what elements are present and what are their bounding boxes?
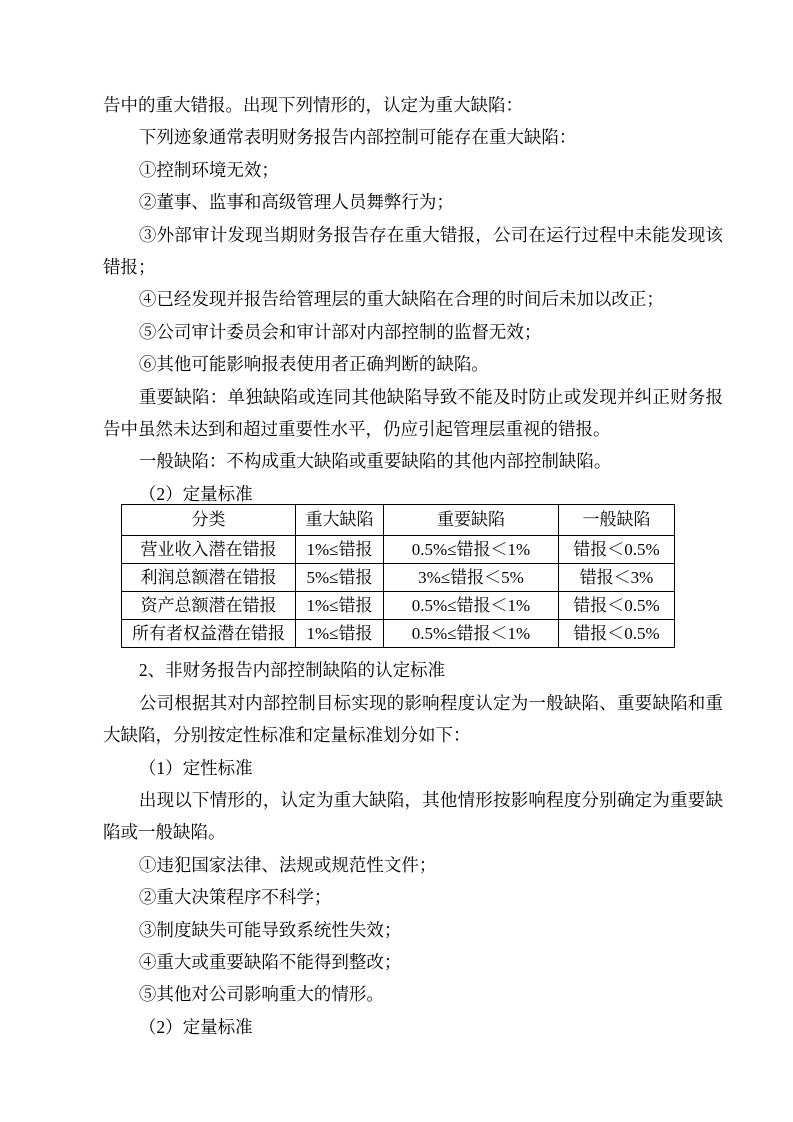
heading-quantitative-standard-2: （2）定量标准	[138, 1016, 253, 1037]
table-cell: 所有者权益潜在错报	[122, 620, 296, 648]
table-cell: 1%≤错报	[296, 536, 384, 564]
table-header-important-deficiency: 重要缺陷	[384, 505, 559, 536]
list-item-3-system-failure: ③制度缺失可能导致系统性失效；	[138, 919, 402, 940]
table-cell: 错报＜0.5%	[559, 592, 675, 620]
table-cell: 0.5%≤错报＜1%	[384, 536, 559, 564]
heading-quantitative-standard-1: （2）定量标准	[138, 483, 253, 504]
list-item-4-rectification-failure: ④重大或重要缺陷不能得到整改；	[138, 951, 402, 972]
heading-qualitative-standard: （1）定性标准	[138, 757, 253, 778]
table-cell: 5%≤错报	[296, 564, 384, 592]
paragraph-qualitative-intro: 出现以下情形的，认定为重大缺陷，其他情形按影响程度分别确定为重要缺陷或一般缺陷。	[103, 789, 723, 843]
heading-non-financial-report-criteria: 2、非财务报告内部控制缺陷的认定标准	[138, 660, 446, 681]
table-row-owners-equity	[122, 620, 675, 648]
table-cell: 错报＜3%	[559, 564, 675, 592]
table-cell: 利润总额潜在错报	[122, 564, 296, 592]
list-item-5-other-major-impact: ⑤其他对公司影响重大的情形。	[138, 984, 384, 1005]
list-item-1-law-violation: ①违犯国家法律、法规或规范性文件；	[138, 854, 437, 875]
list-item-5-audit-committee: ⑤公司审计委员会和审计部对内部控制的监督无效；	[138, 321, 542, 342]
table-cell: 营业收入潜在错报	[122, 536, 296, 564]
table-cell: 3%≤错报＜5%	[384, 564, 559, 592]
table-row-total-profit	[122, 564, 675, 592]
paragraph-signs-intro: 下列迹象通常表明财务报告内部控制可能存在重大缺陷：	[138, 127, 577, 148]
table-header-row	[122, 505, 675, 536]
paragraph-important-deficiency-definition: 重要缺陷：单独缺陷或连同其他缺陷导致不能及时防止或发现并纠正财务报告中虽然未达到和超过重要性水平，仍应引起管理层重视的错报。	[103, 386, 723, 440]
table-cell: 1%≤错报	[296, 592, 384, 620]
list-item-4-uncorrected-deficiency: ④已经发现并报告给管理层的重大缺陷在合理的时间后未加以改正；	[138, 289, 664, 310]
table-row-total-assets	[122, 592, 675, 620]
table-row-operating-revenue	[122, 536, 675, 564]
list-item-2-decision-procedure: ②重大决策程序不科学；	[138, 887, 332, 908]
list-item-6-other-deficiency: ⑥其他可能影响报表使用者正确判断的缺陷。	[138, 354, 489, 375]
paragraph-general-deficiency-definition: 一般缺陷：不构成重大缺陷或重要缺陷的其他内部控制缺陷。	[138, 451, 612, 472]
table-header-category: 分类	[122, 505, 296, 536]
table-cell: 资产总额潜在错报	[122, 592, 296, 620]
table-cell: 0.5%≤错报＜1%	[384, 592, 559, 620]
table-cell: 错报＜0.5%	[559, 536, 675, 564]
table-cell: 错报＜0.5%	[559, 620, 675, 648]
table-cell: 0.5%≤错报＜1%	[384, 620, 559, 648]
quantitative-criteria-table	[121, 504, 675, 648]
paragraph-company-classification-basis: 公司根据其对内部控制目标实现的影响程度认定为一般缺陷、重要缺陷和重大缺陷，分别按定性标准和定量标准划分如下：	[103, 692, 723, 746]
paragraph-continuation-major-misstatement: 告中的重大错报。出现下列情形的，认定为重大缺陷：	[103, 95, 523, 115]
list-item-2-fraud: ②董事、监事和高级管理人员舞弊行为；	[138, 192, 454, 213]
table-header-general-deficiency: 一般缺陷	[559, 505, 675, 536]
table-cell: 1%≤错报	[296, 620, 384, 648]
table-header-major-deficiency: 重大缺陷	[296, 505, 384, 536]
list-item-3-external-audit: ③外部审计发现当期财务报告存在重大错报，公司在运行过程中未能发现该错报；	[103, 224, 723, 278]
list-item-1-control-environment: ①控制环境无效；	[138, 159, 279, 180]
